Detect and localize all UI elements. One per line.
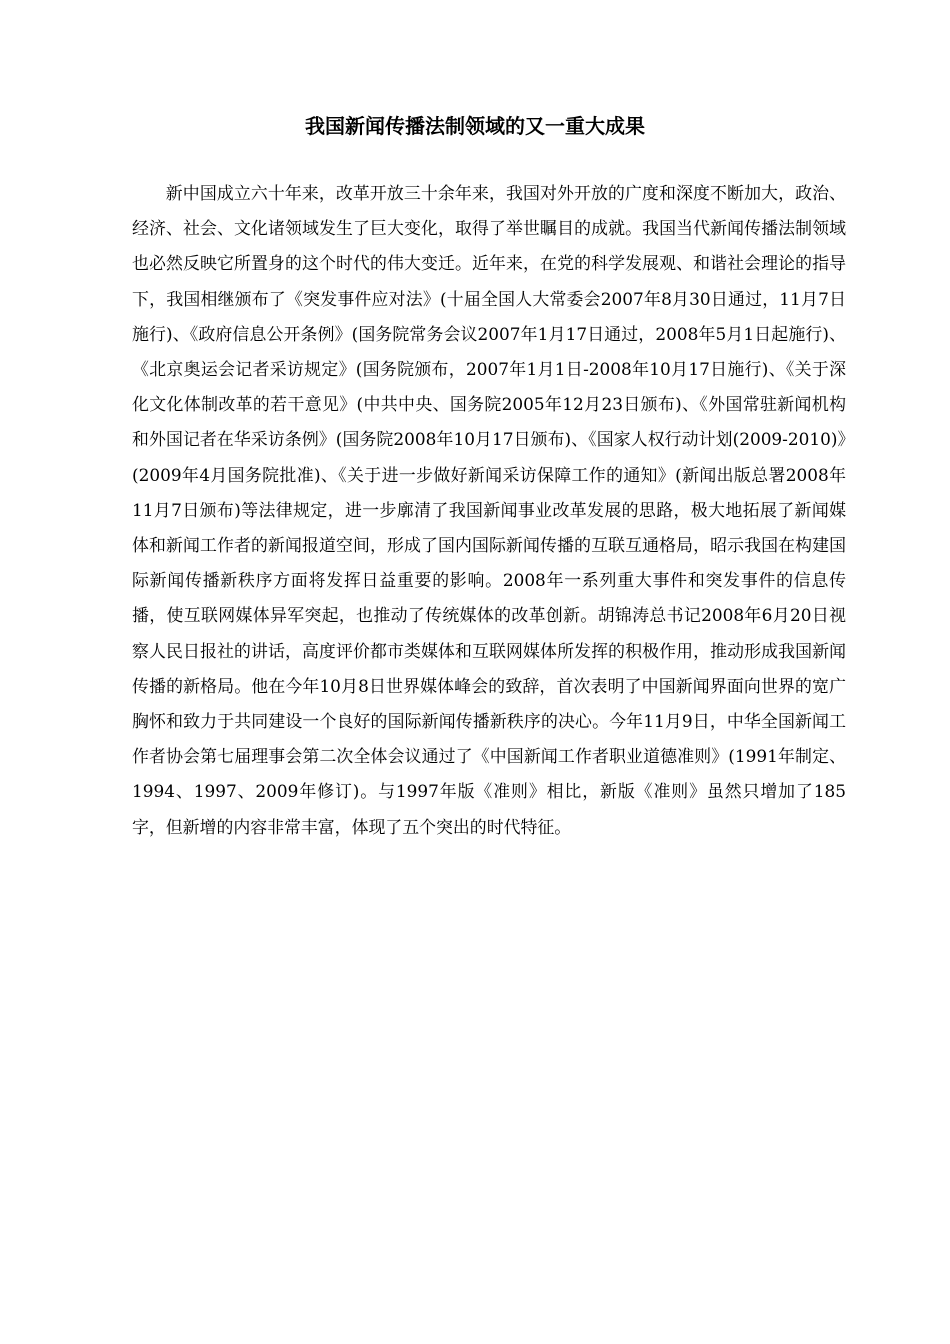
body-paragraph: 新中国成立六十年来，改革开放三十余年来，我国对外开放的广度和深度不断加大，政治、经济、社会、文化诸领域发生了巨大变化，取得了举世瞩目的成就。我国当代新闻传播法制领域也必然反映它所置身的这个时代的伟大变迁。近年来，在党的科学发展观、和谐社会理论的指导下，我国相继颁布了《突发事件应对法》(十届全国人大常委会2007年8月30日通过，11月7日施行)、《政府信息公开条例》(国务院常务会议2007年1月17日通过，2008年5月1日起施行)、《北京奥运会记者采访规定》(国务院颁布，2007年1月1日-2008年10月17日施行)、《关于深化文化体制改革的若干意见》(中共中央、国务院2005年12月23日颁布)、《外国常驻新闻机构和外国记者在华采访条例》(国务院2008年10月17日颁布)、《国家人权行动计划(2009-2010)》(2009年4月国务院批准)、《关于进一步做好新闻采访保障工作的通知》(新闻出版总署2008年11月7日颁布)等法律规定，进一步廓清了我国新闻事业改革发展的思路，极大地拓展了新闻媒体和新闻工作者的新闻报道空间，形成了国内国际新闻传播的互联互通格局，昭示我国在构建国际新闻传播新秩序方面将发挥日益重要的影响。2008年一系列重大事件和突发事件的信息传播，使互联网媒体异军突起，也推动了传统媒体的改革创新。胡锦涛总书记2008年6月20日视察人民日报社的讲话，高度评价都市类媒体和互联网媒体所发挥的积极作用，推动形成我国新闻传播的新格局。他在今年10月8日世界媒体峰会的致辞，首次表明了中国新闻界面向世界的宽广胸怀和致力于共同建设一个良好的国际新闻传播新秩序的决心。今年11月9日，中华全国新闻工作者协会第七届理事会第二次全体会议通过了《中国新闻工作者职业道德准则》(1991年制定、1994、1997、2009年修订)。与1997年版《准则》相比，新版《准则》虽然只增加了185字，但新增的内容非常丰富，体现了五个突出的时代特征。: [132, 183, 846, 837]
document-title: 我国新闻传播法制领域的又一重大成果: [305, 114, 645, 138]
